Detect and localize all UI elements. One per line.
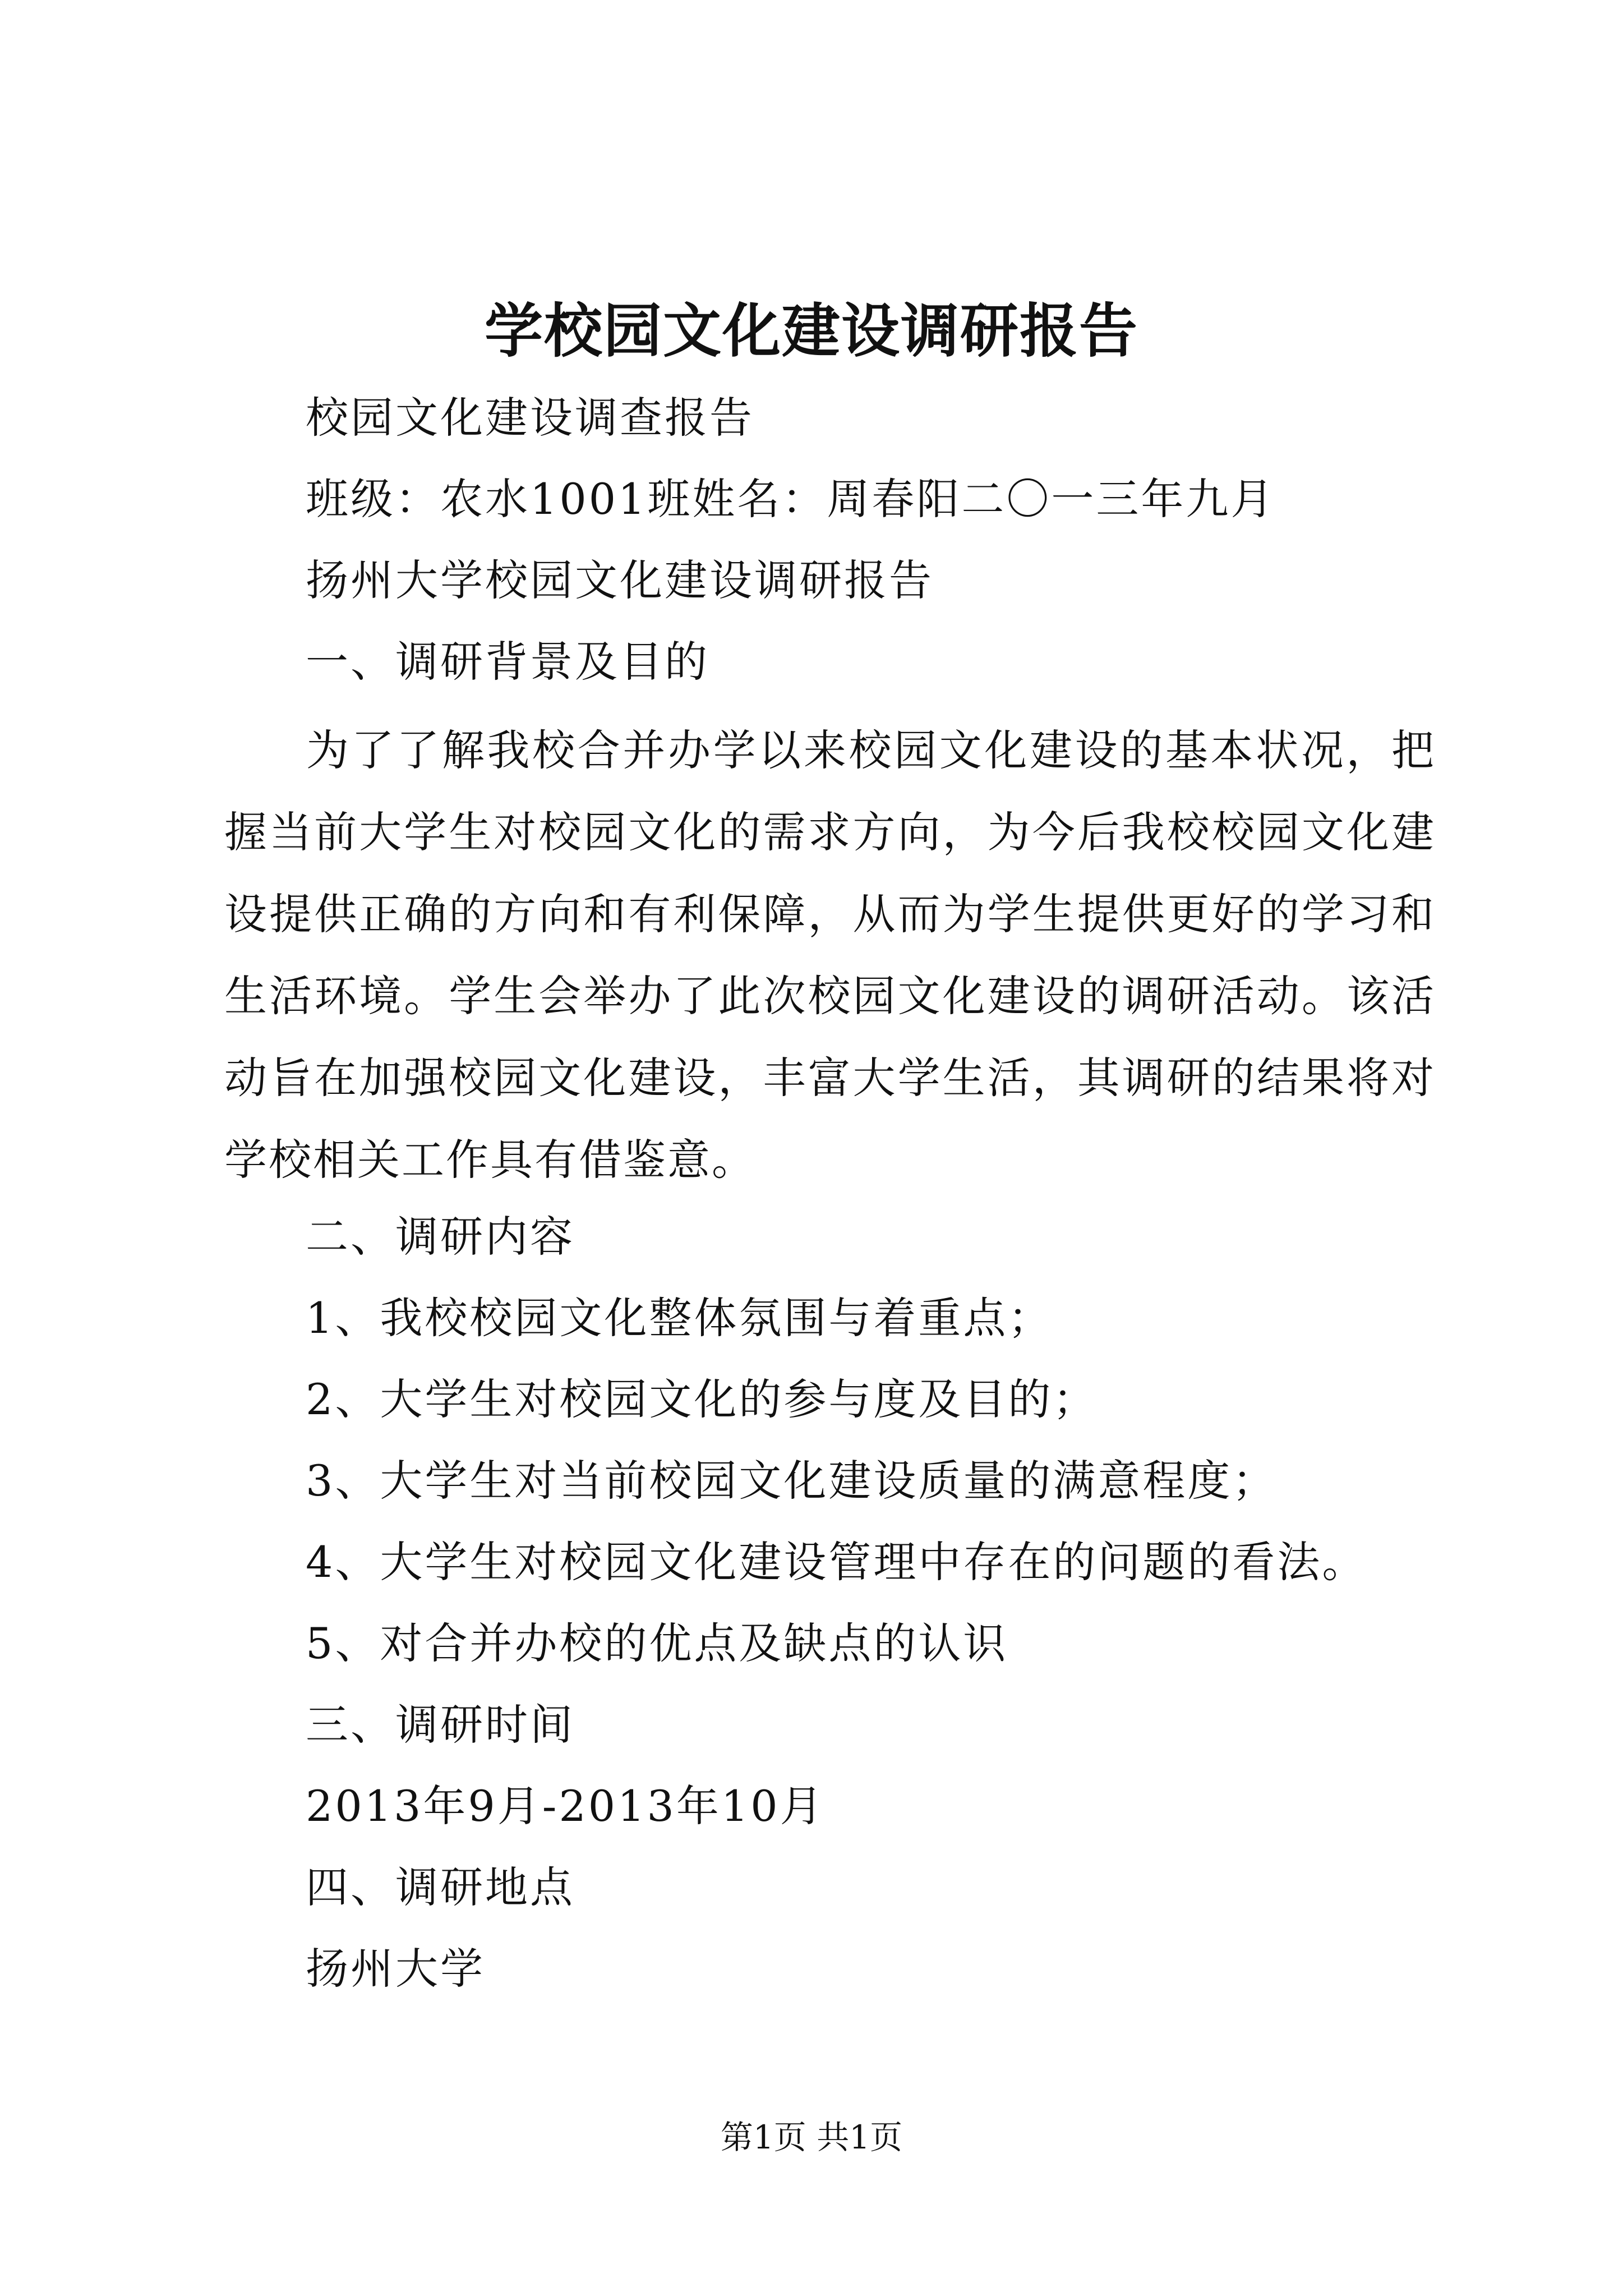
section1-heading: 一、调研背景及目的 xyxy=(306,637,709,687)
section2-item-2: 2、大学生对校园文化的参与度及目的； xyxy=(306,1374,1098,1424)
report-name-line: 扬州大学校园文化建设调研报告 xyxy=(306,555,934,605)
author-line: 班级：农水1001班姓名：周春阳二〇一三年九月 xyxy=(306,474,1276,524)
section2-item-1: 1、我校校园文化整体氛围与着重点； xyxy=(306,1293,1053,1343)
page-footer: 第1页 共1页 xyxy=(720,2118,903,2156)
section2-item-5: 5、对合并办校的优点及缺点的认识 xyxy=(306,1618,1008,1668)
section1-paragraph: 为了了解我校合并办学以来校园文化建设的基本状况，把握当前大学生对校园文化的需求方向，为今后我校校园文化建设提供正确的方向和有利保障，从而为学生提供更好的学习和生活环境。学生会举办了此次校园文化建设的调研活动。该活动旨在加强校园文化建设，丰富大学生活，其调研的结果将对学校相关工作具有借鉴意。 xyxy=(224,725,1436,1185)
section4-value: 扬州大学 xyxy=(306,1944,485,1994)
subtitle-line: 校园文化建设调查报告 xyxy=(306,393,754,443)
document-title: 学校园文化建设调研报告 xyxy=(484,296,1138,365)
section4-heading: 四、调研地点 xyxy=(306,1862,575,1912)
section3-value: 2013年9月-2013年10月 xyxy=(306,1781,825,1831)
section3-heading: 三、调研时间 xyxy=(306,1700,575,1750)
section2-item-3: 3、大学生对当前校园文化建设质量的满意程度； xyxy=(306,1456,1278,1506)
section2-item-4: 4、大学生对校园文化建设管理中存在的问题的看法。 xyxy=(306,1537,1367,1587)
section2-heading: 二、调研内容 xyxy=(306,1212,575,1262)
